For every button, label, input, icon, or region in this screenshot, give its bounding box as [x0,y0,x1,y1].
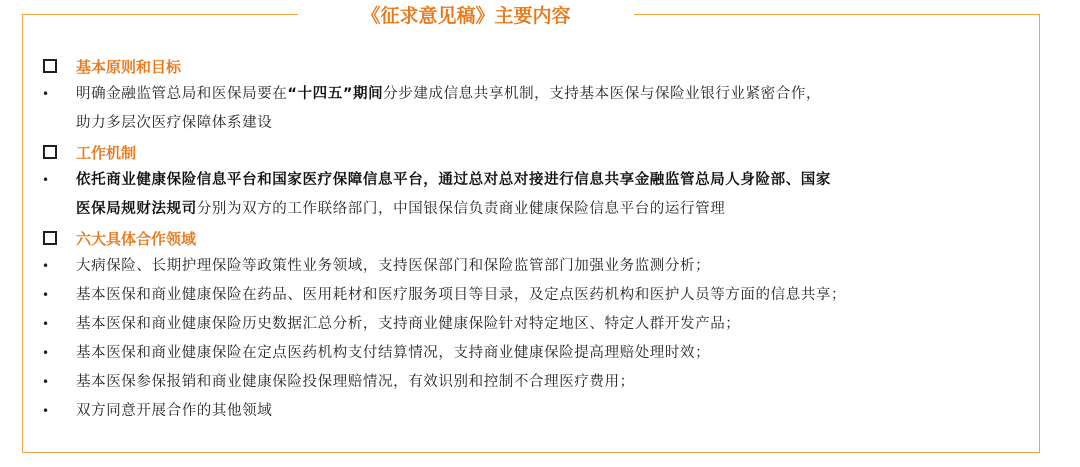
list-item [40,252,1040,281]
bullet-dot-icon: • [42,173,50,187]
hollow-square-icon [43,59,57,73]
section-heading-principles [40,52,1040,80]
hollow-square-icon [43,145,57,159]
list-item-text [76,80,1040,138]
bullet-dot-icon: • [42,346,50,360]
list-item-text: 基本医保和商业健康保险在定点医药机构支付结算情况，支持商业健康保险提高理赔处理时效； [76,345,711,361]
list-item [40,80,1040,138]
list-item-text: 基本医保和商业健康保险在药品、医用耗材和医疗服务项目等目录，及定点医药机构和医护人员等方面的信息共享； [76,287,847,303]
main-content [40,52,1040,426]
bold-text-segment: “十四五”期间 [287,86,384,102]
list-item-text: 双方同意开展合作的其他领域 [76,403,273,419]
list-item [40,339,1040,368]
bullet-dot-icon: • [42,259,50,273]
list-item [40,310,1040,339]
bullet-dot-icon: • [42,317,50,331]
text-segment: 明确金融监管总局和医保局要在 [76,86,288,102]
list-item-text: 基本医保参保报销和商业健康保险投保理赔情况，有效识别和控制不合理医疗费用； [76,374,635,390]
text-segment: 分步建成信息共享机制，支持基本医保与保险业银行业紧密合作， [383,86,822,102]
page-title: 《征求意见稿》主要内容 [361,5,571,27]
list-item [40,281,1040,310]
bullet-dot-icon: • [42,375,50,389]
bold-text-segment: 依托商业健康保险信息平台和国家医疗保障信息平台，通过总对总对接进行信息共享金融监管总局人身险部、国家 [76,172,831,188]
bullet-dot-icon: • [42,404,50,418]
bullet-dot-icon: • [42,87,50,101]
section-heading-label: 工作机制 [76,143,137,162]
text-segment: 助力多层次医疗保障体系建设 [76,115,273,131]
section-heading-mechanism [40,138,1040,166]
bold-text-segment: 医保局规财法规司 [76,201,197,217]
list-item [40,166,1040,224]
section-heading-cooperation-areas [40,224,1040,252]
list-item-text: 大病保险、长期护理保险等政策性业务领域，支持医保部门和保险监管部门加强业务监测分析； [76,258,711,274]
list-item [40,397,1040,426]
section-heading-label: 基本原则和目标 [76,57,182,76]
bullet-dot-icon: • [42,288,50,302]
text-segment: 分别为双方的工作联络部门，中国银保信负责商业健康保险信息平台的运行管理 [196,201,726,217]
list-item [40,368,1040,397]
list-item-text: 基本医保和商业健康保险历史数据汇总分析，支持商业健康保险针对特定地区、特定人群开发产品； [76,316,741,332]
list-item-text [76,166,1040,224]
hollow-square-icon [43,231,57,245]
section-heading-label: 六大具体合作领域 [76,229,197,248]
